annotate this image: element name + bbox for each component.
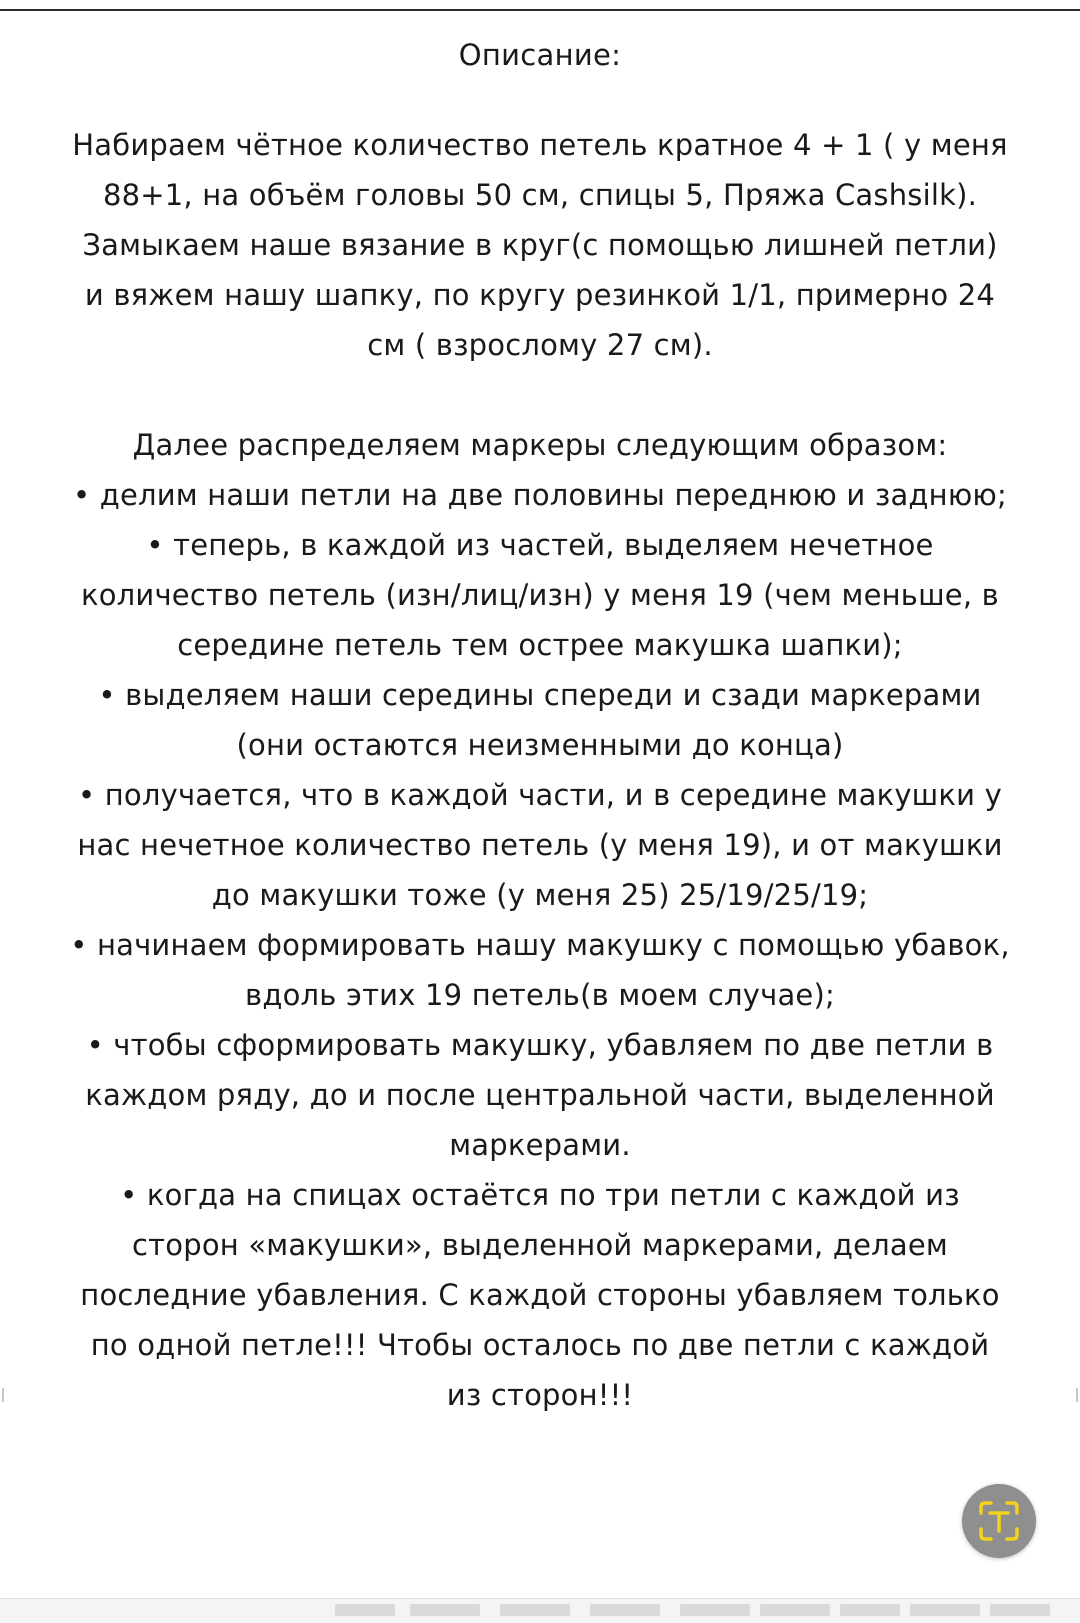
left-edge-handle — [2, 1388, 4, 1402]
list-item: • выделяем наши середины спереди и сзади маркерами (они остаются неизменными до конца) — [70, 670, 1010, 770]
thumbnail[interactable] — [500, 1604, 570, 1616]
top-border — [0, 0, 1080, 11]
text-scan-icon — [975, 1497, 1023, 1545]
thumbnail[interactable] — [760, 1604, 830, 1616]
thumbnail[interactable] — [335, 1604, 395, 1616]
list-item: • получается, что в каждой части, и в середине макушки у нас нечетное количество петель (у меня 19), и от макушки до макушки тоже (у меня 25) 25/19/25/19; — [70, 770, 1010, 920]
thumbnail[interactable] — [910, 1604, 980, 1616]
markers-intro: Далее распределяем маркеры следующим образом: — [132, 428, 948, 462]
thumbnail[interactable] — [410, 1604, 480, 1616]
document-title: Описание: — [458, 38, 622, 72]
intro-paragraph: Набираем чётное количество петель кратное 4 + 1 ( у меня 88+1, на объём головы 50 см, спицы 5, Пряжа Cashsilk). Замыкаем наше вязание в круг(с помощью лишней петли) и вяжем нашу шапку, по кругу резинкой 1/1, примерно 24 см ( взрослому 27 см). — [72, 128, 1008, 362]
list-item: • когда на спицах остаётся по три петли с каждой из сторон «макушки», выделенной маркерами, делаем последние убавления. С каждой стороны убавляем только по одной петле!!! Чтобы осталось по две петли с каждой из сторон!!! — [70, 1170, 1010, 1420]
right-edge-handle — [1076, 1388, 1078, 1402]
paragraph-gap — [70, 370, 1010, 420]
thumbnail[interactable] — [990, 1604, 1050, 1616]
list-item: • теперь, в каждой из частей, выделяем нечетное количество петель (изн/лиц/изн) у меня 19 (чем меньше, в середине петель тем острее макушка шапки); — [70, 520, 1010, 670]
thumbnail[interactable] — [680, 1604, 750, 1616]
list-item: • делим наши петли на две половины переднюю и заднюю; — [70, 470, 1010, 520]
thumbnail[interactable] — [840, 1604, 900, 1616]
steps-list — [70, 470, 1010, 1420]
list-item: • чтобы сформировать макушку, убавляем по две петли в каждом ряду, до и после центральной части, выделенной маркерами. — [70, 1020, 1010, 1170]
thumbnail-strip — [0, 1598, 1080, 1623]
text-scan-button[interactable] — [962, 1484, 1036, 1558]
thumbnail[interactable] — [590, 1604, 660, 1616]
list-item: • начинаем формировать нашу макушку с помощью убавок, вдоль этих 19 петель(в моем случае); — [70, 920, 1010, 1020]
document-body — [70, 30, 1010, 1420]
